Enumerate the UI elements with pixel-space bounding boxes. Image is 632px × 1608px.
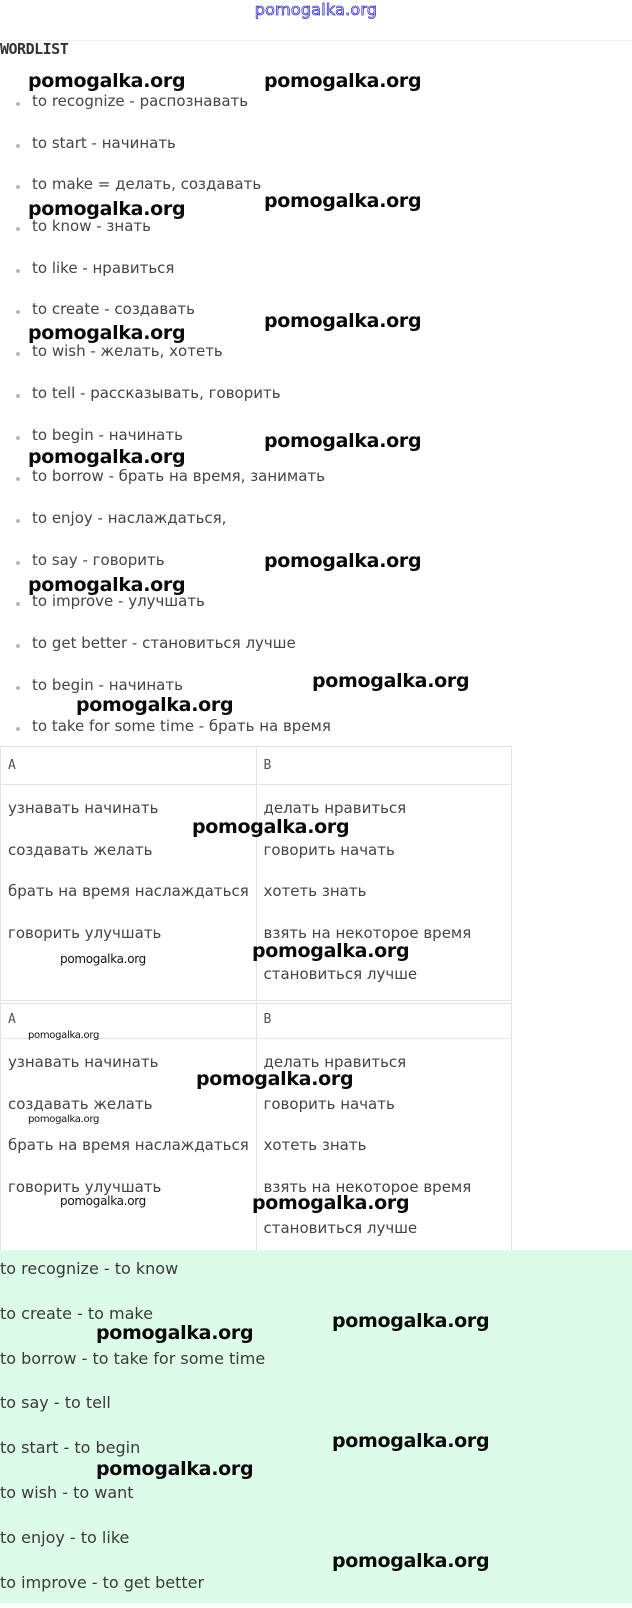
list-item: to like - нравиться [0,253,560,295]
watermark: pomogalka.org [332,1310,490,1332]
answer-line: to recognize - to know [0,1259,179,1278]
site-logo[interactable]: pomogalka.org [254,0,378,19]
watermark: pomogalka.org [60,1194,146,1208]
answers-panel [0,1250,632,1603]
watermark: pomogalka.org [332,1550,490,1572]
watermark: pomogalka.org [196,1068,354,1090]
watermark: pomogalka.org [28,70,186,92]
table-cell-line: узнавать начинать [8,799,159,817]
list-item: to take for some time - брать на время [0,711,560,753]
column-b-header: B [256,747,512,785]
list-item: to begin - начинать [0,420,560,462]
watermark: pomogalka.org [28,574,186,596]
table-cell-line: хотеть знать [263,1136,367,1155]
watermark: pomogalka.org [192,816,350,838]
table-cell-line: становиться лучше [263,965,418,984]
table-cell-line: брать на время наслаждаться [8,1136,249,1155]
table-cell-line: делать нравиться [263,1053,407,1071]
table-cell-line: взять на некоторое время [263,923,472,942]
answer-line: to say - to tell [0,1393,111,1413]
table-cell-line: взять на некоторое время [263,1177,472,1196]
answer-line: to improve - to get better [0,1572,205,1592]
watermark: pomogalka.org [264,70,422,92]
column-a-header: A [1,1001,257,1039]
watermark: pomogalka.org [28,198,186,220]
table-cell-line: узнавать начинать [8,1053,159,1071]
watermark: pomogalka.org [252,1192,410,1214]
wordlist-title: WORDLIST [0,40,69,58]
watermark: pomogalka.org [252,940,410,962]
watermark: pomogalka.org [96,1458,254,1480]
table-cell-line: говорить улучшать [8,923,162,942]
wordlist [0,86,560,753]
answer-line: to start - to begin [0,1438,141,1458]
answer-line: to create - to make [0,1303,153,1323]
answer-line: to wish - to want [0,1482,134,1502]
watermark: pomogalka.org [332,1430,490,1452]
watermark: pomogalka.org [60,952,146,966]
table-cell-line: хотеть знать [263,882,367,901]
watermark: pomogalka.org [264,310,422,332]
site-header [0,0,632,41]
list-item: to create - создавать [0,294,560,336]
list-item: to borrow - брать на время, занимать [0,461,560,503]
list-item: to start - начинать [0,128,560,170]
table-cell-line: брать на время наслаждаться [8,882,249,901]
table-cell-line: говорить начать [263,1094,395,1113]
watermark: pomogalka.org [264,190,422,212]
watermark: pomogalka.org [264,550,422,572]
list-item: to get better - становиться лучше [0,628,560,670]
answer-line: to borrow - to take for some time [0,1348,266,1368]
list-item: to enjoy - наслаждаться, [0,503,560,545]
list-item: to wish - желать, хотеть [0,336,560,378]
table-cell-line: становиться лучше [263,1219,418,1238]
list-item: to say - говорить [0,545,560,587]
table-cell-line: делать нравиться [263,799,407,817]
list-item: to begin - начинать [0,670,560,712]
table-cell-line: создавать желать [8,1094,153,1113]
table-cell-line: создавать желать [8,840,153,859]
table-cell-line: говорить улучшать [8,1177,162,1196]
watermark: pomogalka.org [96,1322,254,1344]
watermark: pomogalka.org [312,670,470,692]
watermark: pomogalka.org [28,1114,100,1125]
watermark: pomogalka.org [76,694,234,716]
watermark: pomogalka.org [28,1030,100,1041]
list-item: to improve - улучшать [0,586,560,628]
list-item: to recognize - распознавать [0,86,560,128]
column-a-header: A [1,747,257,785]
table-cell-line: говорить начать [263,840,395,859]
column-b-header: B [256,1001,512,1039]
list-item: to tell - рассказывать, говорить [0,378,560,420]
watermark: pomogalka.org [264,430,422,452]
watermark: pomogalka.org [28,446,186,468]
list-item: to know - знать [0,211,560,253]
list-item: to make = делать, создавать [0,169,560,211]
answer-line: to enjoy - to like [0,1527,130,1547]
watermark: pomogalka.org [28,322,186,344]
